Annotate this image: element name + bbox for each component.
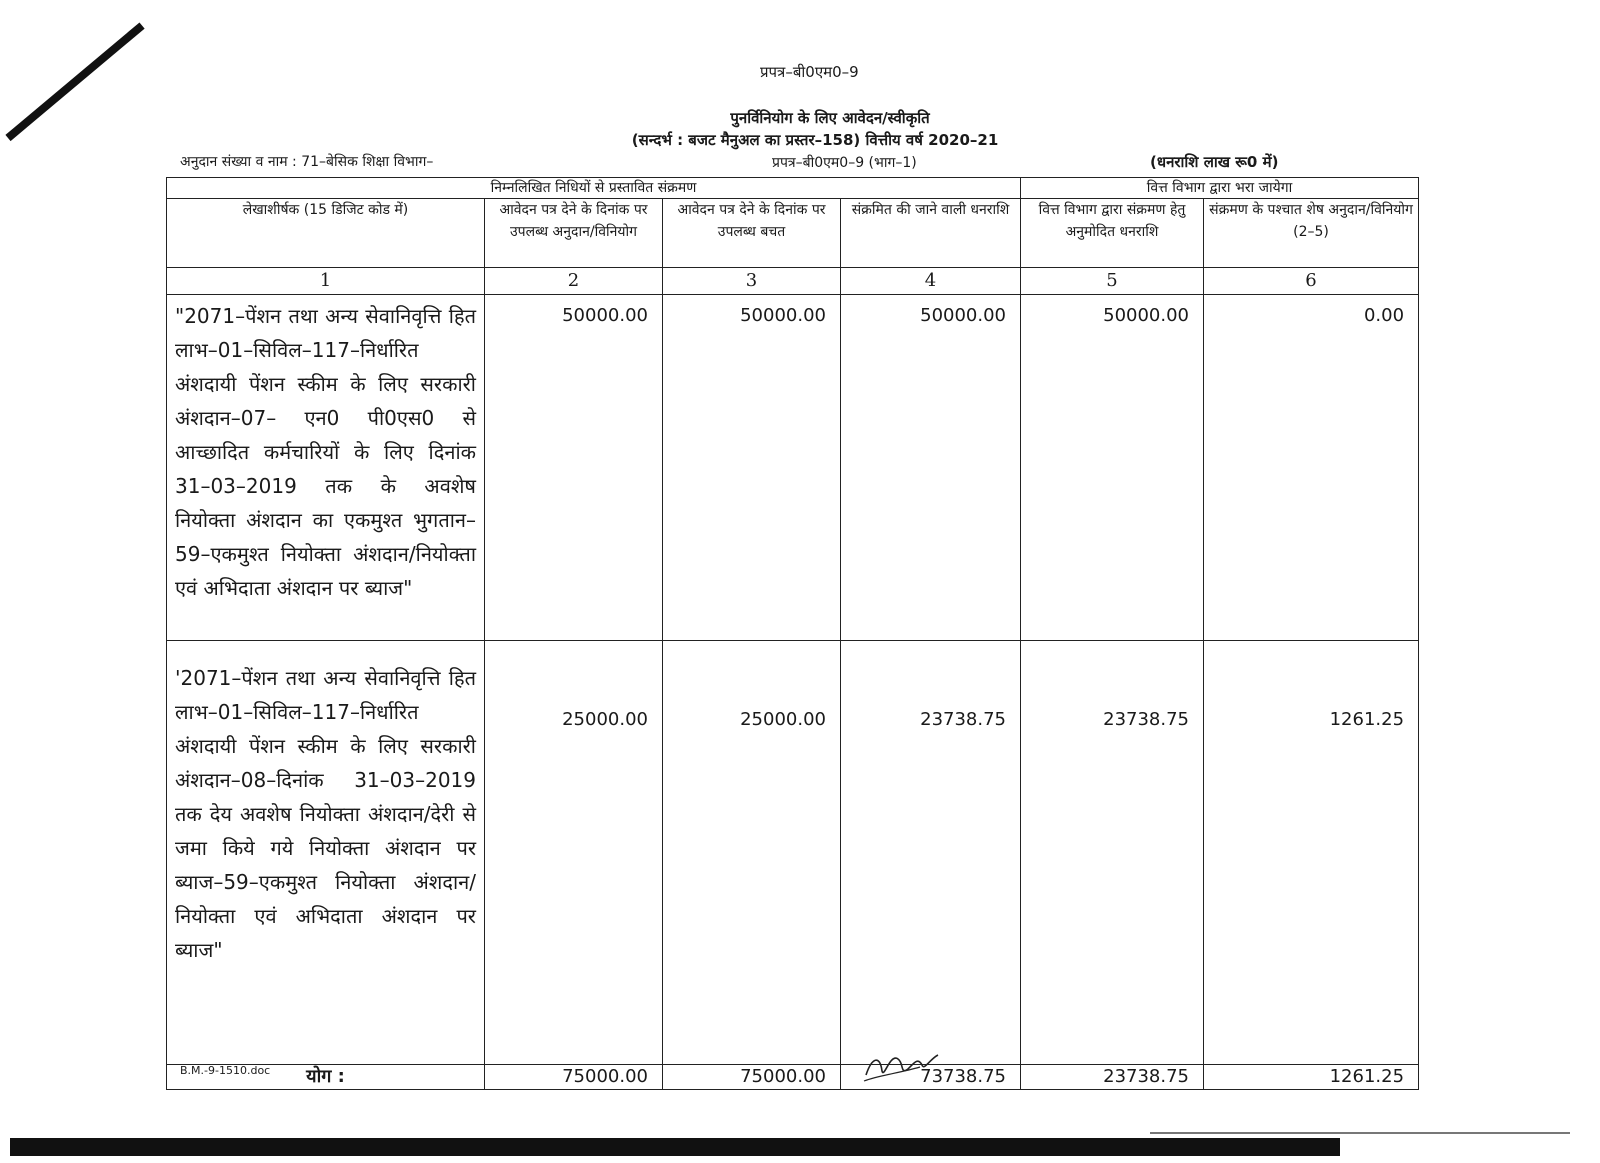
page-subtitle: (सन्दर्भ : बजट मैनुअल का प्रस्तर–158) वित्तीय वर्ष 2020–21 [631, 131, 999, 149]
transfer-amount: 50000.00 [841, 295, 1021, 641]
column-header: आवेदन पत्र देने के दिनांक पर उपलब्ध अनुदान/विनियोग [485, 199, 663, 268]
column-number: 5 [1021, 268, 1204, 295]
column-header: लेखाशीर्षक (15 डिजिट कोड में) [167, 199, 485, 268]
total-remaining-grant: 1261.25 [1204, 1065, 1419, 1090]
group-header-row [167, 178, 1419, 199]
scan-artifact [1150, 1132, 1570, 1134]
total-label: योग : [167, 1065, 485, 1090]
column-number: 1 [167, 268, 485, 295]
column-header: संक्रमित की जाने वाली धनराशि [841, 199, 1021, 268]
form-part: प्रपत्र–बी0एम0–9 (भाग–1) [772, 155, 917, 171]
amount-unit: (धनराशि लाख रू0 में) [1150, 153, 1279, 171]
column-number: 2 [485, 268, 663, 295]
signature-icon [860, 1045, 950, 1085]
grant-name: अनुदान संख्या व नाम : 71–बेसिक शिक्षा विभाग– [180, 154, 434, 170]
scan-artifact [10, 1138, 1340, 1156]
available-grant: 50000.00 [485, 295, 663, 641]
group-right-header: वित्त विभाग द्वारा भरा जायेगा [1021, 178, 1419, 199]
group-left-header: निम्नलिखित निधियों से प्रस्तावित संक्रमण [167, 178, 1021, 199]
table-row [167, 295, 1419, 641]
transfer-amount: 23738.75 [841, 641, 1021, 1065]
form-code: प्रपत्र–बी0एम0–9 [760, 63, 859, 81]
column-number: 6 [1204, 268, 1419, 295]
column-number: 3 [663, 268, 841, 295]
account-head: "2071–पेंशन तथा अन्य सेवानिवृत्ति हित लाभ–01–सिविल–117–निर्धारित अंशदायी पेंशन स्कीम के लिए सरकारी अंशदान–07– एन0 पी0एस0 से आच्छादित कर्मचारियों के लिए दिनांक 31–03–2019 तक के अवशेष नियोक्ता अंशदान का एकमुश्त भुगतान–59–एकमुश्त नियोक्ता अंशदान/नियोक्ता एवं अभिदाता अंशदान पर ब्याज" [167, 295, 485, 641]
approved-amount: 50000.00 [1021, 295, 1204, 641]
column-header: संक्रमण के पश्चात शेष अनुदान/विनियोग (2–5) [1204, 199, 1419, 268]
reappropriation-table [166, 177, 1419, 1090]
available-savings: 50000.00 [663, 295, 841, 641]
available-savings: 25000.00 [663, 641, 841, 1065]
remaining-grant: 0.00 [1204, 295, 1419, 641]
total-row [167, 1065, 1419, 1090]
document-filename: B.M.-9-1510.doc [180, 1064, 271, 1077]
approved-amount: 23738.75 [1021, 641, 1204, 1065]
total-transfer-amount: 73738.75 [841, 1065, 1021, 1090]
account-head: '2071–पेंशन तथा अन्य सेवानिवृत्ति हित लाभ–01–सिविल–117–निर्धारित अंशदायी पेंशन स्कीम के लिए सरकारी अंशदान–08–दिनांक 31–03–2019 तक देय अवशेष नियोक्ता अंशदान/देरी से जमा किये गये नियोक्ता अंशदान पर ब्याज–59–एकमुश्त नियोक्ता अंशदान/नियोक्ता एवं अभिदाता अंशदान पर ब्याज" [167, 641, 485, 1065]
column-header-row [167, 199, 1419, 268]
total-available-grant: 75000.00 [485, 1065, 663, 1090]
total-approved-amount: 23738.75 [1021, 1065, 1204, 1090]
table-row [167, 641, 1419, 1065]
column-header: वित्त विभाग द्वारा संक्रमण हेतु अनुमोदित धनराशि [1021, 199, 1204, 268]
page-title: पुनर्विनियोग के लिए आवेदन/स्वीकृति [730, 109, 930, 127]
total-available-savings: 75000.00 [663, 1065, 841, 1090]
column-number: 4 [841, 268, 1021, 295]
remaining-grant: 1261.25 [1204, 641, 1419, 1065]
column-header: आवेदन पत्र देने के दिनांक पर उपलब्ध बचत [663, 199, 841, 268]
column-number-row [167, 268, 1419, 295]
available-grant: 25000.00 [485, 641, 663, 1065]
